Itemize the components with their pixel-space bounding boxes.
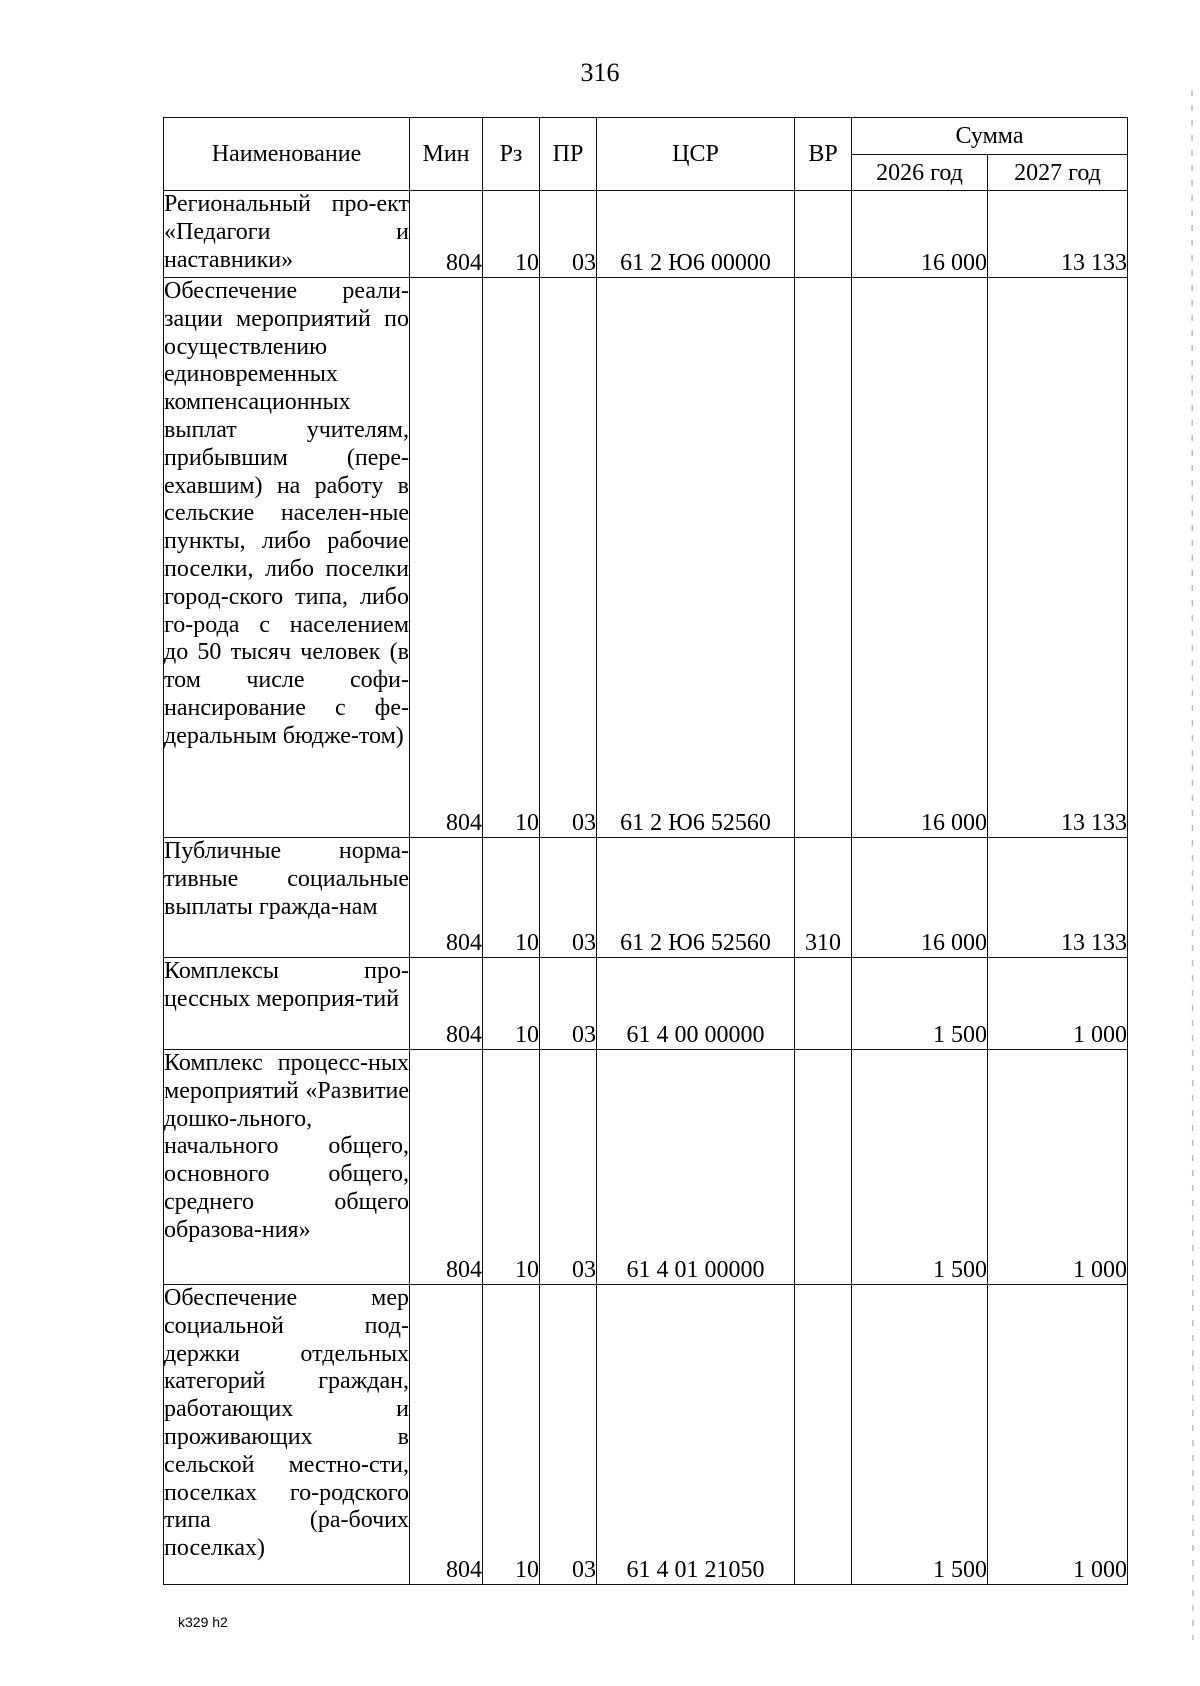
page-number: 316	[580, 58, 620, 87]
row-name: Публичные норма-​тивные социальные выплаты гражда-​нам	[164, 838, 410, 958]
row-min: 804	[410, 278, 483, 838]
row-rz: 10	[483, 191, 540, 278]
row-name: Региональный про-​ект «Педагоги и наставники»	[164, 191, 410, 278]
row-pr: 03	[540, 191, 597, 278]
row-csr: 61 2 Ю6 52560	[597, 278, 795, 838]
row-min: 804	[410, 838, 483, 958]
row-name: Комплексы про-​цессных мероприя-​тий	[164, 958, 410, 1050]
row-amount-2027: 13 133	[988, 838, 1128, 958]
row-min: 804	[410, 958, 483, 1050]
row-amount-2027: 1 000	[988, 1050, 1128, 1285]
row-vr	[795, 278, 852, 838]
table-row	[164, 958, 1128, 1050]
row-amount-2026: 16 000	[852, 191, 988, 278]
row-amount-2026: 16 000	[852, 278, 988, 838]
row-rz: 10	[483, 1285, 540, 1585]
table-row	[164, 1285, 1128, 1585]
row-amount-2026: 1 500	[852, 1285, 988, 1585]
row-min: 804	[410, 1285, 483, 1585]
header-year-2026: 2026 год	[852, 155, 988, 191]
row-vr	[795, 191, 852, 278]
row-amount-2027: 13 133	[988, 191, 1128, 278]
table-row	[164, 838, 1128, 958]
table-body	[164, 191, 1128, 1585]
table-header	[164, 118, 1128, 191]
row-csr: 61 4 00 00000	[597, 958, 795, 1050]
row-pr: 03	[540, 1285, 597, 1585]
row-min: 804	[410, 191, 483, 278]
row-amount-2027: 1 000	[988, 1285, 1128, 1585]
row-rz: 10	[483, 838, 540, 958]
table-row	[164, 191, 1128, 278]
row-vr: 310	[795, 838, 852, 958]
row-amount-2027: 13 133	[988, 278, 1128, 838]
row-amount-2026: 1 500	[852, 1050, 988, 1285]
row-min: 804	[410, 1050, 483, 1285]
header-sum: Сумма	[852, 118, 1128, 155]
header-csr: ЦСР	[597, 118, 795, 191]
row-amount-2026: 16 000	[852, 838, 988, 958]
row-csr: 61 4 01 00000	[597, 1050, 795, 1285]
row-rz: 10	[483, 1050, 540, 1285]
row-rz: 10	[483, 958, 540, 1050]
header-name: Наименование	[164, 118, 410, 191]
header-year-2027: 2027 год	[988, 155, 1128, 191]
row-pr: 03	[540, 278, 597, 838]
header-vr: ВР	[795, 118, 852, 191]
row-name: Обеспечение реали-​зации мероприятий по осуществлению единовременных компенсационных выплат учителям, прибывшим (пере-​ехавшим) на работу в сельские населен-​ные пункты, либо рабочие поселки, либо поселки город-​ского типа, либо го-​рода с населением до 50 тысяч человек (в том числе софи-​нансирование с фе-​деральным бюдже-​том)	[164, 278, 410, 838]
header-pr: ПР	[540, 118, 597, 191]
row-name: Обеспечение мер социальной под-​держки отдельных категорий граждан, работающих и проживающих в сельской местно-​сти, поселках го-​родского типа (ра-​бочих поселках)	[164, 1285, 410, 1585]
budget-table	[163, 117, 1128, 1585]
row-amount-2026: 1 500	[852, 958, 988, 1050]
header-rz: Рз	[483, 118, 540, 191]
row-amount-2027: 1 000	[988, 958, 1128, 1050]
row-csr: 61 2 Ю6 00000	[597, 191, 795, 278]
row-pr: 03	[540, 838, 597, 958]
row-rz: 10	[483, 278, 540, 838]
row-pr: 03	[540, 1050, 597, 1285]
row-csr: 61 4 01 21050	[597, 1285, 795, 1585]
table-row	[164, 278, 1128, 838]
row-name: Комплекс процесс-​ных мероприятий «Развитие дошко-​льного, начального общего, основного общего, среднего общего образова-​ния»	[164, 1050, 410, 1285]
row-vr	[795, 958, 852, 1050]
table-row	[164, 1050, 1128, 1285]
footer-code: k329 h2	[178, 1614, 228, 1630]
row-vr	[795, 1285, 852, 1585]
header-min: Мин	[410, 118, 483, 191]
row-vr	[795, 1050, 852, 1285]
row-pr: 03	[540, 958, 597, 1050]
row-csr: 61 2 Ю6 52560	[597, 838, 795, 958]
